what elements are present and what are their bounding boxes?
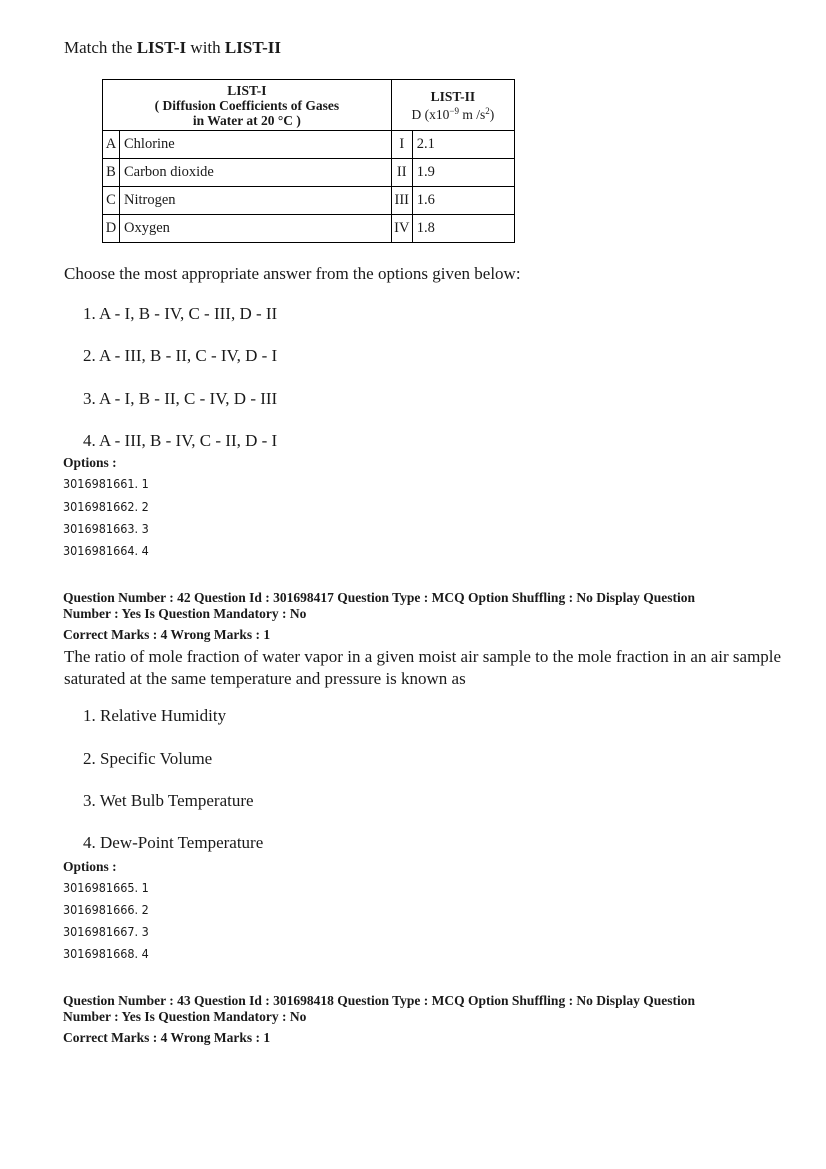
row-item: Chlorine — [120, 131, 392, 159]
row-item: Oxygen — [120, 215, 392, 243]
row-numeral: I — [391, 131, 412, 159]
match-table-header — [103, 80, 515, 131]
row-key: A — [103, 131, 120, 159]
unit-suffix: ) — [489, 106, 495, 122]
intro-mid: with — [186, 38, 225, 57]
question-text: The ratio of mole fraction of water vapor in a given moist air sample to the mole fraction in an air sample saturated at the same temperature and pressure is known as — [64, 647, 782, 688]
question-meta — [63, 993, 783, 1025]
list2-unit — [412, 107, 495, 122]
meta-line-1: Question Number : 42 Question Id : 301698417 Question Type : MCQ Option Shuffling : No Display Question — [63, 590, 695, 605]
question-marks: Correct Marks : 4 Wrong Marks : 1 — [63, 1030, 271, 1045]
option-id: 3016981665. 1 — [63, 880, 149, 895]
answer-choice-4: 4. A - III, B - IV, C - II, D - I — [83, 431, 278, 450]
row-key: C — [103, 187, 120, 215]
row-numeral: IV — [391, 215, 412, 243]
choose-instruction: Choose the most appropriate answer from the options given below: — [64, 264, 521, 283]
meta-line-2: Number : Yes Is Question Mandatory : No — [63, 1009, 307, 1024]
answer-choice-3: 3. A - I, B - II, C - IV, D - III — [83, 389, 278, 408]
row-value: 1.9 — [412, 159, 514, 187]
option-id: 3016981661. 1 — [63, 476, 149, 491]
meta-line-1: Question Number : 43 Question Id : 301698418 Question Type : MCQ Option Shuffling : No Display Question — [63, 993, 695, 1008]
unit-mid: m /s — [458, 106, 486, 122]
option-id: 3016981662. 2 — [63, 499, 149, 514]
question-marks: Correct Marks : 4 Wrong Marks : 1 — [63, 627, 271, 642]
row-key: D — [103, 215, 120, 243]
intro-list1: LIST-I — [136, 38, 187, 57]
row-value: 2.1 — [412, 131, 514, 159]
list1-subtitle: ( Diffusion Coefficients of Gases — [154, 97, 340, 113]
unit-prefix: D (x10 — [411, 106, 450, 122]
row-value: 1.8 — [412, 215, 514, 243]
options-label: Options : — [63, 455, 117, 470]
answer-choice-1: 1. Relative Humidity — [83, 706, 227, 725]
meta-line-2: Number : Yes Is Question Mandatory : No — [63, 606, 307, 621]
answer-choice-4: 4. Dew-Point Temperature — [83, 833, 264, 852]
list2-title: LIST-II — [430, 88, 476, 104]
option-id: 3016981666. 2 — [63, 902, 149, 917]
match-instruction — [64, 38, 281, 58]
answer-choice-3: 3. Wet Bulb Temperature — [83, 791, 254, 810]
table-row — [103, 131, 515, 159]
options-label: Options : — [63, 859, 117, 874]
option-id: 3016981667. 3 — [63, 924, 149, 939]
answer-choice-2: 2. A - III, B - II, C - IV, D - I — [83, 346, 278, 365]
list2-header — [391, 80, 514, 131]
unit-exponent: −9 — [449, 105, 459, 116]
list1-subtitle-2: in Water at 20 °C ) — [192, 112, 301, 128]
table-row — [103, 215, 515, 243]
table-row — [103, 159, 515, 187]
option-id: 3016981664. 4 — [63, 543, 149, 558]
match-table — [102, 79, 515, 243]
option-id: 3016981663. 3 — [63, 521, 149, 536]
table-row — [103, 187, 515, 215]
row-item: Nitrogen — [120, 187, 392, 215]
list1-title: LIST-I — [227, 82, 267, 98]
list1-header — [103, 80, 392, 131]
intro-list2: LIST-II — [224, 38, 281, 57]
row-item: Carbon dioxide — [120, 159, 392, 187]
row-value: 1.6 — [412, 187, 514, 215]
row-numeral: III — [391, 187, 412, 215]
intro-text: Match the — [64, 38, 137, 57]
option-id: 3016981668. 4 — [63, 946, 149, 961]
answer-choice-1: 1. A - I, B - IV, C - III, D - II — [83, 304, 278, 323]
row-numeral: II — [391, 159, 412, 187]
answer-choice-2: 2. Specific Volume — [83, 749, 213, 768]
unit-exponent-2: 2 — [485, 105, 490, 116]
row-key: B — [103, 159, 120, 187]
question-meta — [63, 590, 783, 622]
